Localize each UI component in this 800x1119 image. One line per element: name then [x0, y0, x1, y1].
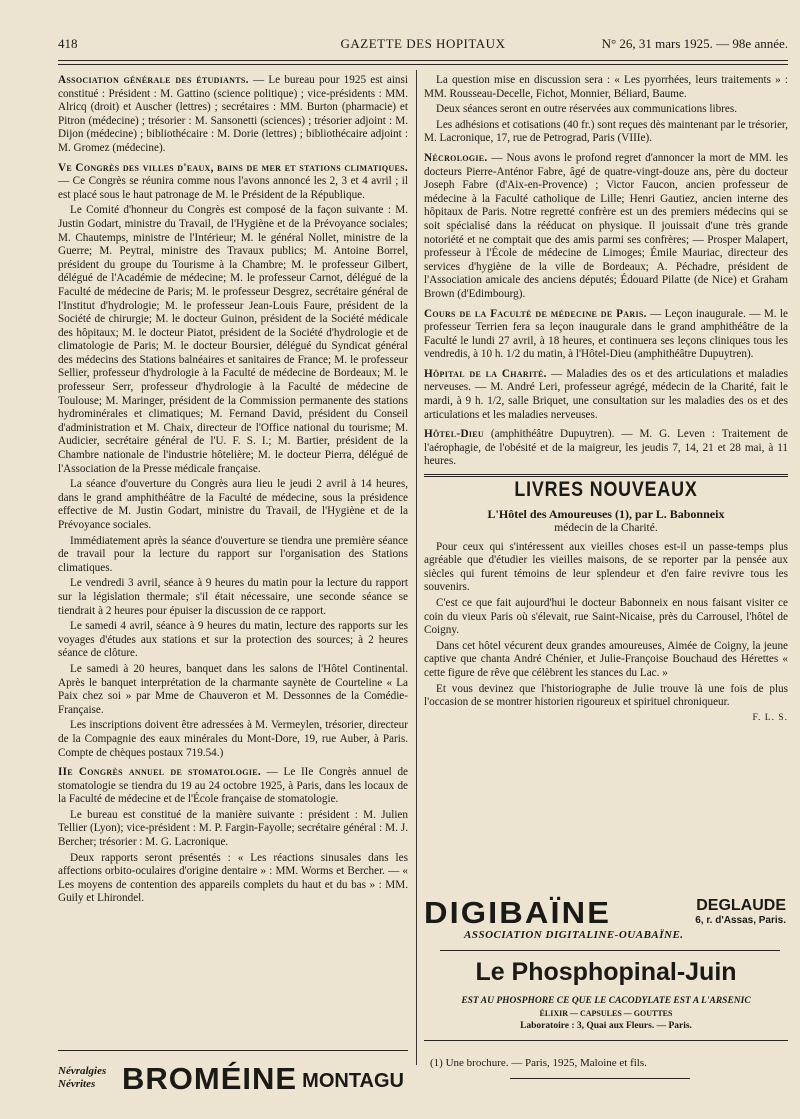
- paragraph: Le samedi 4 avril, séance à 9 heures du matin, lecture des rapports sur les voyages d'études aux stations et sur la protection des sources; à 2 heures séance de clôture.: [58, 620, 408, 660]
- paragraph: Deux séances seront en outre réservées aux communications libres.: [436, 103, 738, 116]
- header-rule-2: [58, 64, 788, 65]
- article-heading: Nécrologie.: [424, 151, 488, 164]
- article-heading: IIe Congrès annuel de stomatologie.: [58, 766, 261, 779]
- review-signature: F. L. S.: [752, 712, 788, 723]
- footer-ornament: [510, 1078, 690, 1079]
- article-charite: [424, 368, 788, 422]
- paragraph: Et vous devinez que l'historiographe de Julie trouve là une fois de plus l'occasion de se montrer historien rigoureux et spirituel chroniqueur.: [424, 682, 788, 709]
- ad-brand: DEGLAUDE: [696, 897, 786, 914]
- paragraph: La séance d'ouverture du Congrès aura lieu le jeudi 2 avril à 14 heures, dans le grand amphithéâtre de la Faculté de médecine, sous la présidence effective de M. Justin Godart, ministre du Travail, de l'Hygiène et de la Prévoyance sociales.: [58, 478, 408, 531]
- column-divider: [416, 70, 417, 1065]
- ad-tagline: ASSOCIATION DIGITALINE-OUABAÏNE.: [464, 929, 684, 941]
- ad-digibaine: [424, 895, 788, 945]
- journal-title: GAZETTE DES HOPITAUX: [340, 36, 506, 51]
- header-rule: [58, 60, 788, 61]
- article-stomatology: [58, 766, 408, 807]
- section-rule: [424, 474, 788, 477]
- paragraph: Le samedi à 20 heures, banquet dans les salons de l'Hôtel Continental. Après le banquet interprétation de la charmante saynète de Courteline « La Paix chez soi » par Mme de Chauveron et M. Dessonnes de la Comédie-Française.: [58, 662, 408, 716]
- article-text: — Leçon inaugurale. — M. le professeur Terrien fera sa leçon inaugurale dans le grand amphithéâtre de la Faculté le lundi 27 avril, à 18 heures, et continuera ses leçons cliniques tous les vendredis, à 10 h. 1/2 du matin, à l'Hôtel-Dieu (amphithéâtre Dupuytren).: [424, 307, 788, 361]
- paragraph: La question mise en discussion sera : « Les pyorrhées, leurs traitements » : MM. Rousseau-Decelle, Fichot, Monnier, Béliard, Baume.: [424, 74, 788, 100]
- left-column: [58, 74, 408, 1034]
- article-necrology: [424, 152, 788, 302]
- footnote-rule: [424, 1040, 788, 1041]
- ad-address: 6, r. d'Assas, Paris.: [695, 915, 786, 926]
- article-text: (amphithéâtre Dupuytren). — M. G. Leven : Traitement de l'aérophagie, de l'obésité et de la maigreur, les jeudis 7, 14, 21 et 28 mai, à 11 heures.: [424, 428, 788, 468]
- paragraph: Les inscriptions doivent être adressées à M. Vermeylen, trésorier, directeur de la Compagnie des eaux minérales du Mont-Dore, 19, rue Auber, à Paris. Compte de chèques postaux 719.54.): [58, 719, 408, 759]
- ad-phosphopinal: [424, 958, 788, 1033]
- ad-rule: [440, 950, 780, 951]
- article-heading: Hôtel-Dieu: [424, 428, 484, 441]
- article-students: [58, 74, 408, 156]
- article-text: — Nous avons le profond regret d'annoncer la mort de MM. les docteurs Pierre-Anténor Fabre, âgé de quatre-vingt-douze ans, père du docteur Joseph Fabre (d'Aix-en-Provence) ; Victor Faucon, ancien professeur de médecine à la Faculté catholique de Lille; Henri Gautiez, ancien interne des hôpitaux de Paris. Notre regretté confrère est un des premiers médecins qui se soit spécialisé dans la rééducat on physique. Il jouissait d'une très grande notoriété et ne comptait que des amis parmi ses confrères; — Prosper Malapert, professeur à l'École de médecine de Limoges; Émile Mauriac, directeur des services d'hygiène de la ville de Bordeaux; A. Péchadre, président de l'Association amicale des anciens députés; Édouard Pilatte (de Nice) et Graham Brown (d'Edimbourg).: [424, 151, 788, 300]
- paragraph: Pour ceux qui s'intéressent aux vieilles choses est-il un passe-temps plus agréable que d'étudier les vieilles maisons, de se reporter par la pensée aux siècles qui furent témoins de leur splendeur et d'en faire revivre tous les souvenirs.: [424, 540, 788, 594]
- article-heading: Association générale des étudiants.: [58, 74, 249, 86]
- ad-product-name: DIGIBAÏNE: [424, 895, 612, 930]
- article-heading: Cours de la Faculté de médecine de Paris.: [424, 307, 647, 320]
- paragraph: Le vendredi 3 avril, séance à 9 heures du matin pour la lecture du rapport sur la législation thermale; s'il était nécessaire, une seconde séance se tiendrait à 2 heures pour épuiser la discussion de ce rapport.: [58, 577, 408, 617]
- book-subtitle: médecin de la Charité.: [554, 521, 658, 534]
- ad-indication-1: Névralgies: [58, 1065, 107, 1077]
- ad-product-name: Le Phosphopinal-Juin: [475, 958, 737, 986]
- article-heading: Hôpital de la Charité.: [424, 367, 547, 380]
- ad-forms: ÉLIXIR — CAPSULES — GOUTTES: [539, 1009, 673, 1018]
- ad-product-name: BROMÉINE: [122, 1061, 298, 1096]
- page-number: 418: [58, 36, 78, 51]
- article-courses: [424, 308, 788, 362]
- paragraph: Immédiatement après la séance d'ouverture se tiendra une première séance de travail pour la lecture du rapport sur l'organisation des Stations climatiques.: [58, 534, 408, 574]
- ad-tagline: EST AU PHOSPHORE CE QUE LE CACODYLATE EST A L'ARSENIC: [461, 996, 751, 1006]
- ad-brand: MONTAGU: [302, 1070, 404, 1092]
- paragraph: C'est ce que fait aujourd'hui le docteur Babonneix en nous faisant visiter ce coin du vieux Paris où s'élevait, rue Saint-Nicaise, près du Carrousel, l'hôtel de Coigny.: [424, 597, 788, 637]
- ad-address: Laboratoire : 3, Quai aux Fleurs. — Paris.: [520, 1021, 692, 1031]
- ad-bromeine: [58, 1050, 408, 1101]
- article-text: — Le IIe Congrès annuel de stomatologie se tiendra du 19 au 24 octobre 1925, à Paris, dans les locaux de la Faculté de médecine et de l'École française de stomatologie.: [58, 766, 408, 806]
- paragraph: Le Comité d'honneur du Congrès est composé de la façon suivante : M. Justin Godart, ministre du Travail, de l'Hygiène et de la Prévoyance sociales; M. Chautemps, ministre de l'Intérieur; M. le général Nollet, ministre de la Guerre; M. Peytral, ministre des Travaux publics; M. Antoine Borrel, président du groupe du Tourisme à la Chambre; M. le professeur Gilbert, délégué de l'Académie de médecine; M. le professeur Carnot, délégué de la Faculté de médecine de Paris; M. le professeur Desgrez, secrétaire général de l'Institut d'hydrologie; M. le professeur Jean-Louis Faure, président de la Société de chirurgie; M. le docteur Guinon, président de la Société médicale des hôpitaux; M. le docteur Piatot, président de la Société d'hydrologie et de climatologie de Paris; M. le docteur Boursier, délégué du Syndicat général des médecins des Stations balnéaires et sanitaires de France; M. le professeur Sellier, professeur d'hydrologie à la Faculté de médecine de Bordeaux; M. le professeur Serr, professeur d'hydrologie à la Faculté de médecine de Toulouse; M. Maringer, président de la Commission permanente des stations hydrominérales et climatiques; M. Fernand David, président du Conseil d'administration et M. Chaix, directeur de l'Office national du tourisme; M. Audicier, secrétaire général de l'U. F. S. I.; M. Bartier, président de la Chambre nationale de l'industrie hôtelière; M. le docteur Pierra, délégué de l'Association de la Presse médicale française.: [58, 204, 408, 475]
- article-text: — Ce Congrès se réunira comme nous l'avons annoncé les 2, 3 et 4 avril ; il est placé sous le haut patronage de M. le Président de la République.: [58, 175, 408, 201]
- paragraph: Le bureau est constitué de la manière suivante : président : M. Julien Tellier (Lyon); vice-président : M. P. Fargin-Fayolle; secrétaire général : M. J. Bercher; trésorier : M. G. Lacronique.: [58, 808, 408, 849]
- article-congress: [58, 162, 408, 203]
- paragraph: Dans cet hôtel vécurent deux grandes amoureuses, Aimée de Coigny, la jeune captive que chanta André Chénier, et Julie-Françoise Bouchaud des Hérettes « cette figure de rêve que célèbrent les stances du Lac. »: [424, 639, 788, 679]
- paragraph: Les adhésions et cotisations (40 fr.) sont reçues dès maintenant par le trésorier, M. Lacronique, 17, rue de Petrograd, Paris (VIIIe).: [424, 118, 788, 145]
- footnote: (1) Une brochure. — Paris, 1925, Maloine et fils.: [430, 1057, 647, 1069]
- book-title-block: [424, 507, 788, 535]
- section-title: LIVRES NOUVEAUX: [514, 478, 698, 502]
- article-text: — Maladies des os et des articulations et maladies nerveuses. — M. André Leri, professeur agrégé, médecin de la Charité, fait le mardi, à 9 h. 1/2, salle Briquet, une consultation sur les maladies des os et des articulations et les maladies nerveuses.: [424, 367, 788, 421]
- article-text: — Le bureau pour 1925 est ainsi constitué : Président : M. Gattino (science politique) ; vice-présidents : MM. Alricq (droit) et Auscher (lettres) ; secrétaires : MM. Burton (pharmacie) et Pitron (médecine) ; trésorier : M. Sansonetti (sciences) ; trésorier adjoint : M. Dijon (médecine) ; bibliothécaire : M. Dorie (lettres) ; bibliothécaire adjoint : M. Gromez (médecine).: [58, 74, 408, 154]
- issue-info: N° 26, 31 mars 1925. — 98e année.: [601, 36, 788, 51]
- ad-indications: [58, 1065, 106, 1091]
- book-title: L'Hôtel des Amoureuses (1), par L. Babonneix: [487, 506, 725, 521]
- ad-indication-2: Névrites: [58, 1078, 96, 1090]
- article-hotel-dieu: [424, 428, 788, 469]
- page-header: [58, 36, 788, 58]
- article-heading: Ve Congrès des villes d'eaux, bains de mer et stations climatiques.: [58, 161, 408, 174]
- paragraph: Deux rapports seront présentés : « Les réactions sinusales dans les affections orbito-oculaires d'origine dentaire » : MM. Worms et Bercher. — « Les moyens de contention des appareils complets du haut et du bas » : MM. Guily et Lhirondel.: [58, 851, 408, 905]
